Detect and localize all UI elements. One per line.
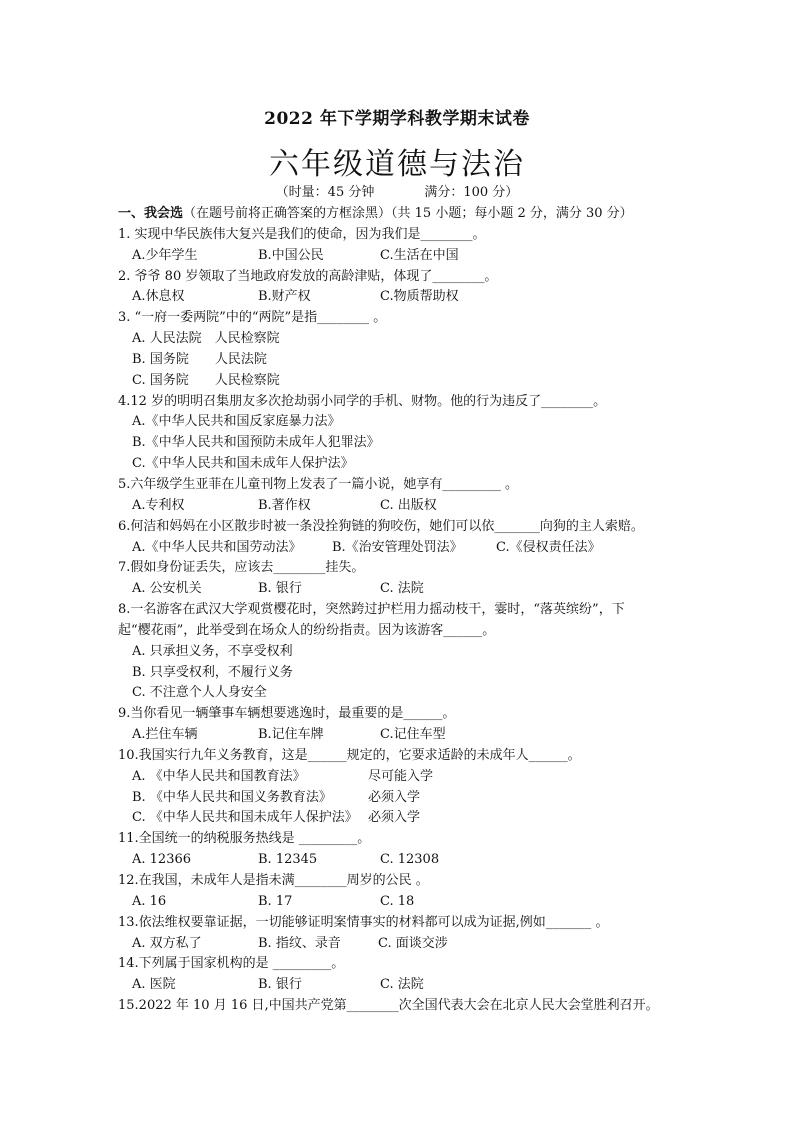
option-row	[118, 538, 688, 559]
option-c: C. 《中华人民共和国未成年人保护法》	[132, 810, 358, 826]
option-a: A. 12366	[132, 852, 192, 868]
option-row	[118, 788, 688, 809]
question-stem: 12.在我国，未成年人是指未满________周岁的公民 。	[118, 873, 429, 888]
option-b: B. 12345	[258, 852, 318, 868]
option-b: B. 国务院 人民法院	[132, 351, 267, 367]
question-stem: 8.一名游客在武汉大学观赏樱花时，突然跨过护栏用力摇动枝干，霎时，“落英缤纷”，下	[118, 602, 625, 618]
question-stem: 6.何洁和妈妈在小区散步时被一条没拴狗链的狗咬伤，她们可以依_______向狗的主人索赔。	[118, 518, 644, 534]
option-row	[118, 892, 688, 913]
option-a-note: 尽可能入学	[368, 768, 434, 784]
option-c-note: 必须入学	[368, 810, 421, 826]
option-b: B.《中华人民共和国预防未成年人犯罪法》	[132, 435, 380, 451]
option-row	[118, 934, 688, 955]
question-stem: 13.依法维权要靠证据，一切能够证明案情事实的材料都可以成为证据,例如_______ 。	[118, 914, 609, 930]
option-c: C. 12308	[380, 852, 440, 868]
option-b: B. 《中华人民共和国义务教育法》	[132, 789, 332, 805]
option-a: A. 16	[132, 893, 167, 909]
question-stem: 5.六年级学生亚菲在儿童刊物上发表了一篇小说，她享有_________ 。	[118, 476, 519, 492]
question-list	[118, 204, 688, 1017]
option-c: C. 18	[380, 893, 415, 909]
option-a: A.少年学生	[132, 247, 198, 263]
option-b: B. 17	[258, 893, 293, 909]
option-b: B. 指纹、录音	[258, 935, 341, 951]
option-c: C.生活在中国	[380, 247, 459, 263]
option-b: B.财产权	[258, 289, 311, 305]
section-instruction: （在题号前将正确答案的方框涂黑）（共 15 小题；每小题 2 分，满分 30 分）	[183, 206, 633, 221]
option-c: C.物质帮助权	[380, 289, 459, 305]
option-a: A. 只承担义务，不享受权利	[132, 643, 293, 659]
option-b: B.《治安管理处罚法》	[332, 539, 463, 555]
section-title: 一、我会选	[118, 206, 184, 221]
option-c: C. 不注意个人人身安全	[132, 685, 267, 701]
option-row	[118, 287, 688, 308]
option-a: A.拦住车辆	[132, 727, 198, 743]
option-a: A.《中华人民共和国反家庭暴力法》	[132, 414, 341, 430]
question-stem-cont: 起“樱花雨”，此举受到在场众人的纷纷指责。因为该游客______。	[118, 622, 496, 638]
question-stem: 14.下列属于国家机构的是 _________。	[118, 956, 345, 972]
option-c: C.记住车型	[380, 727, 446, 743]
option-a: A.《中华人民共和国劳动法》	[132, 539, 302, 555]
option-c: C. 法院	[380, 977, 424, 993]
option-a: A. 医院	[132, 977, 176, 993]
option-row	[118, 579, 688, 600]
option-row	[118, 767, 688, 788]
question-stem: 3. “一府一委两院”中的“两院”是指________ 。	[118, 310, 387, 326]
question-stem: 1. 实现中华民族伟大复兴是我们的使命，因为我们是________。	[118, 226, 486, 242]
question-stem: 10.我国实行九年义务教育，这是______规定的，它要求适龄的未成年人______。	[118, 747, 581, 763]
option-b: B. 只享受权利，不履行义务	[132, 664, 293, 680]
subject-title: 六年级道德与法治	[269, 147, 525, 182]
question-stem: 11.全国统一的纳税服务热线是 _________。	[118, 831, 371, 847]
option-row	[118, 808, 688, 829]
option-a: A. 公安机关	[132, 581, 202, 597]
option-b: B. 银行	[258, 581, 302, 597]
option-b-note: 必须入学	[368, 789, 421, 805]
exam-info	[0, 181, 794, 200]
option-row	[118, 850, 688, 871]
question-stem: 4.12 岁的明明召集朋友多次抢劫弱小同学的手机、财物。他的行为违反了________。	[118, 393, 607, 409]
section-heading	[118, 204, 688, 225]
option-b: B.著作权	[258, 497, 311, 513]
option-row	[118, 975, 688, 996]
question-stem: 2. 爷爷 80 岁领取了当地政府发放的高龄津贴，体现了________。	[118, 268, 498, 284]
option-c: C. 面谈交涉	[378, 935, 448, 951]
option-a: A. 人民法院 人民检察院	[132, 331, 280, 347]
exam-score: 满分：100 分）	[424, 185, 519, 200]
question-stem: 15.2022 年 10 月 16 日,中国共产党第________次全国代表大会在北京人民大会堂胜利召开。	[118, 998, 659, 1014]
option-c: C.《侵权责任法》	[496, 539, 601, 555]
option-a: A. 《中华人民共和国教育法》	[132, 768, 306, 784]
option-b: B.记住车牌	[258, 727, 324, 743]
exam-title: 2022 年下学期学科教学期末试卷	[264, 109, 530, 129]
option-row	[118, 246, 688, 267]
option-a: A.专利权	[132, 497, 185, 513]
option-b: B.中国公民	[258, 247, 324, 263]
option-a: A. 双方私了	[132, 935, 202, 951]
exam-time: （时量：45 分钟	[275, 185, 375, 200]
option-b: B. 银行	[258, 977, 302, 993]
option-a: A.休息权	[132, 289, 185, 305]
question-stem: 7.假如身份证丢失，应该去________挂失。	[118, 560, 365, 576]
option-c: C.《中华人民共和国未成年人保护法》	[132, 456, 354, 472]
question-stem: 9.当你看见一辆肇事车辆想要逃逸时，最重要的是______。	[118, 706, 456, 722]
option-c: C. 法院	[380, 581, 424, 597]
option-row	[118, 725, 688, 746]
option-row	[118, 496, 688, 517]
option-c: C. 国务院 人民检察院	[132, 372, 280, 388]
option-c: C. 出版权	[380, 497, 437, 513]
